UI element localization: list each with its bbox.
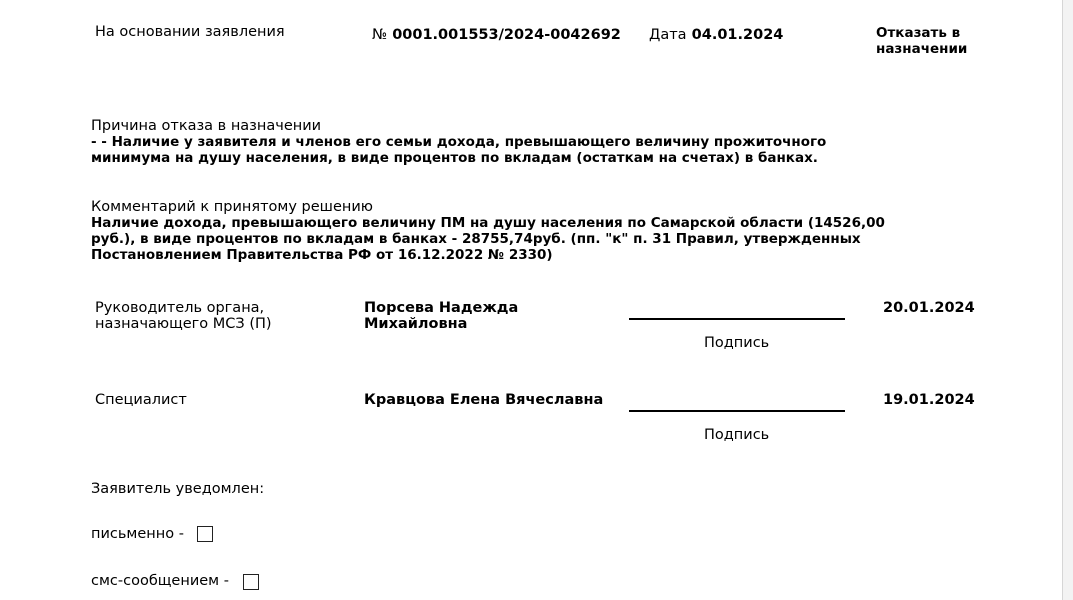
name-line-2: Михайловна bbox=[364, 316, 468, 332]
signature-line-head bbox=[629, 318, 845, 320]
application-number bbox=[372, 24, 621, 43]
date-label: Дата bbox=[649, 27, 687, 43]
sms-label: смс-сообщением - bbox=[91, 573, 229, 589]
comment-section bbox=[91, 199, 885, 263]
signature-date-specialist: 19.01.2024 bbox=[883, 392, 975, 408]
notification-label: Заявитель уведомлен: bbox=[91, 481, 265, 497]
name-line-1: Порсева Надежда bbox=[364, 300, 519, 316]
refusal-section bbox=[91, 118, 826, 166]
role-line-2: назначающего МСЗ (П) bbox=[95, 316, 272, 332]
comment-line-3: Постановлением Правительства РФ от 16.12.2022 № 2330) bbox=[91, 247, 553, 263]
signature-line-specialist bbox=[629, 410, 845, 412]
date-value: 04.01.2024 bbox=[691, 27, 784, 43]
basis-label: На основании заявления bbox=[95, 24, 285, 40]
decision-line-2: назначении bbox=[876, 41, 968, 57]
decision bbox=[876, 25, 967, 57]
comment-line-2: руб.), в виде процентов по вкладам в банках - 28755,74руб. (пп. "к" п. 31 Правил, утвержденных bbox=[91, 231, 861, 247]
signature-role-specialist: Специалист bbox=[95, 392, 187, 408]
written-label: письменно - bbox=[91, 526, 184, 542]
refusal-line-2: минимума на душу населения, в виде процентов по вкладам (остаткам на счетах) в банках. bbox=[91, 150, 818, 166]
signature-caption-head: Подпись bbox=[704, 335, 770, 351]
refusal-line-1: - - Наличие у заявителя и членов его семьи дохода, превышающего величину прожиточного bbox=[91, 134, 827, 150]
signature-name-head bbox=[364, 300, 518, 332]
number-value: 0001.001553/2024-0042692 bbox=[392, 27, 621, 43]
number-prefix: № bbox=[372, 27, 388, 43]
decision-line-1: Отказать в bbox=[876, 25, 961, 41]
page-edge bbox=[1062, 0, 1063, 600]
sms-checkbox[interactable] bbox=[243, 574, 259, 590]
application-date bbox=[649, 24, 783, 43]
refusal-label: Причина отказа в назначении bbox=[91, 118, 322, 134]
written-checkbox[interactable] bbox=[197, 526, 213, 542]
signature-date-head: 20.01.2024 bbox=[883, 300, 975, 316]
signature-name-specialist: Кравцова Елена Вячеславна bbox=[364, 392, 604, 408]
role-line-1: Руководитель органа, bbox=[95, 300, 265, 316]
signature-caption-specialist: Подпись bbox=[704, 427, 770, 443]
comment-line-1: Наличие дохода, превышающего величину ПМ на душу населения по Самарской области (14526,00 bbox=[91, 215, 885, 231]
comment-label: Комментарий к принятому решению bbox=[91, 199, 373, 215]
signature-role-head bbox=[95, 300, 272, 332]
